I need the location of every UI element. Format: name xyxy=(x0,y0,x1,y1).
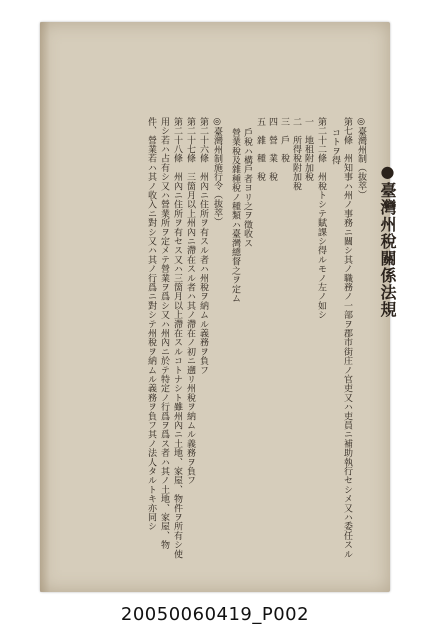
article-28-line-3: 件、營業若ハ其ノ收入ニ對シ又ハ其ノ行爲ニ對シテ州稅ヲ納ムル義務ヲ負フ其ノ法人タルトキ亦同シ xyxy=(146,117,156,531)
article-27-line: 第二十七條 三箇月以上州內ニ滯在スル者ハ其ノ滯在ノ初ニ遡リ州稅ヲ納ムル義務ヲ負フ xyxy=(185,117,195,485)
document-heading: ●臺灣州稅關係法規 xyxy=(378,162,397,318)
tax-item-5: 五 雜 種 稅 xyxy=(255,117,265,182)
article-22-line: 第二十二條 州稅トシテ賦課シ得ルモノ左ノ如シ xyxy=(316,117,326,320)
section-title-enforcement-order: ◎臺灣州制施行令（抜萃） xyxy=(212,117,222,226)
article-28-line-2: 用シ若ハ占有シ又ハ營業所ヲ定メテ營業ヲ爲シ又ハ州內ニ於テ特定ノ行爲ヲ爲ス者ハ其ノ土地、家屋、物 xyxy=(159,117,169,550)
section-title-state-system: ◎臺灣州制（抜萃） xyxy=(356,117,366,199)
document-page xyxy=(40,22,397,592)
article-28-line-1: 第二十八條 州內ニ住所ヲ有セス又ハ三箇月以上滯在スルコトナシト雖州內ニ土地、家屋、物件ヲ所有シ使 xyxy=(172,117,182,559)
tax-item-2: 二 所得稅附加稅 xyxy=(291,117,301,191)
article-26-line: 第二十六條 州內ニ住所ヲ有スル者ハ州稅ヲ納ムル義務ヲ負フ xyxy=(198,117,208,375)
tax-item-3: 三 戶 稅 xyxy=(279,117,289,163)
household-tax-note: 戶稅ハ構戶者ヨリ之ヲ徵收ス xyxy=(242,128,252,248)
article-7-line-1: 第七條 州知事ハ州ノ事務ニ關シ其ノ職務ノ一部ヲ郡市街庄ノ官吏又ハ吏員ニ補助執行セシメ又ハ委任スル xyxy=(342,117,352,559)
article-7-line-2: コトヲ得 xyxy=(330,128,340,165)
tax-item-4: 四 營 業 稅 xyxy=(267,117,277,182)
business-tax-note: 營業稅及雜種稅ノ種類ハ臺灣總督之ヲ定ム xyxy=(230,128,240,303)
image-caption: 20050060419_P002 xyxy=(120,604,310,625)
tax-item-1: 一 地租附加稅 xyxy=(303,117,313,182)
